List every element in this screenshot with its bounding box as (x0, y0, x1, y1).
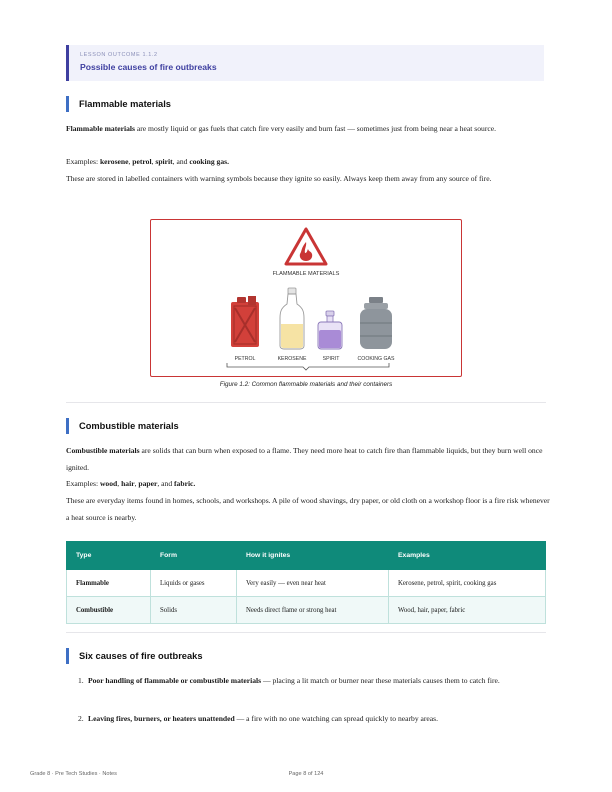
column-header-ignites: How it ignites (237, 542, 389, 570)
example-item: cooking gas. (189, 157, 230, 166)
example-item: hair (121, 479, 135, 488)
table-row (67, 597, 546, 624)
table-cell: Liquids or gases (151, 570, 237, 597)
lesson-outcome-title: Possible causes of fire outbreaks (80, 62, 217, 72)
footer-page-number: Page 8 of 124 (288, 771, 324, 777)
combustible-term: Combustible materials (66, 446, 140, 455)
flammable-examples (66, 154, 552, 171)
column-header-form: Form (151, 542, 237, 570)
table-cell: Combustible (67, 597, 151, 624)
separator: , and (157, 479, 175, 488)
list-item-number: 1. (78, 676, 84, 685)
table-cell: Flammable (67, 570, 151, 597)
flammable-term: Flammable materials (66, 124, 135, 133)
table-cell: Kerosene, petrol, spirit, cooking gas (389, 570, 546, 597)
section-divider (66, 402, 546, 403)
example-item: fabric. (174, 479, 196, 488)
materials-comparison-table (66, 541, 546, 624)
table-cell: Needs direct flame or strong heat (237, 597, 389, 624)
kerosene-label: KEROSENE (277, 356, 307, 362)
lesson-outcome-box (66, 45, 544, 81)
separator: , (128, 157, 133, 166)
separator: , (134, 479, 139, 488)
table-header-row (67, 542, 546, 570)
cooking-gas-label: COOKING GAS (357, 356, 395, 362)
flammable-sign-label: FLAMMABLE MATERIALS (272, 271, 340, 277)
section-divider (66, 632, 546, 633)
causes-heading: Six causes of fire outbreaks (66, 648, 203, 664)
separator: , (117, 479, 122, 488)
list-item-title: Leaving fires, burners, or heaters unattended (88, 714, 235, 723)
flammable-illustration (151, 220, 461, 376)
example-item: wood (99, 479, 118, 488)
flammable-warning-icon (286, 229, 326, 264)
lesson-outcome-tag: LESSON OUTCOME 1.1.2 (80, 52, 158, 58)
flammable-definition-text: are mostly liquid or gas fuels that catch fire very easily and burn fast — sometimes just from being near a heat source. (134, 124, 496, 133)
combustible-definition (66, 443, 552, 476)
flammable-figure (150, 219, 462, 377)
example-item: petrol (132, 157, 152, 166)
flammable-heading: Flammable materials (66, 96, 171, 112)
examples-label: Examples: (66, 157, 100, 166)
kerosene-bottle-icon (280, 288, 304, 349)
spirit-label: SPIRIT (322, 356, 340, 362)
examples-label: Examples: (66, 479, 100, 488)
list-item (78, 711, 518, 728)
table-cell: Solids (151, 597, 237, 624)
flammable-storage-note: These are stored in labelled containers with warning symbols because they ignite so easily. Always keep them away from any source of fire. (66, 174, 492, 183)
list-item-text: — placing a lit match or burner near these materials causes them to catch fire. (261, 676, 500, 685)
combustible-examples (66, 476, 552, 493)
column-header-type: Type (67, 542, 151, 570)
table-cell: Very easily — even near heat (237, 570, 389, 597)
list-item-title: Poor handling of flammable or combustible materials (88, 676, 262, 685)
footer-course: Grade 8 · Pre Tech Studies · Notes (30, 771, 117, 777)
separator: , (151, 157, 156, 166)
column-header-examples: Examples (389, 542, 546, 570)
example-item: spirit (155, 157, 173, 166)
list-item (78, 673, 518, 690)
example-item: kerosene (99, 157, 129, 166)
list-item-text: — a fire with no one watching can spread quickly to nearby areas. (234, 714, 439, 723)
petrol-can-icon (231, 296, 259, 347)
combustible-heading: Combustible materials (66, 418, 179, 434)
table-row (67, 570, 546, 597)
flammable-definition (66, 121, 552, 138)
combustible-risk-note: These are everyday items found in homes, schools, and workshops. A pile of wood shavings, dry paper, or old cloth on a workshop floor is a fire risk whenever a heat source is nearby. (66, 496, 550, 522)
spirit-bottle-icon (318, 311, 342, 349)
example-item: paper (138, 479, 158, 488)
separator: , and (172, 157, 190, 166)
list-item-number: 2. (78, 714, 84, 723)
group-brace (227, 363, 389, 370)
combustible-definition-text: are solids that can burn when exposed to a flame. They need more heat to catch fire than flammable liquids, but they burn well once ignited. (66, 446, 543, 472)
petrol-label: PETROL (234, 356, 256, 362)
gas-cylinder-icon (360, 297, 392, 349)
table-cell: Wood, hair, paper, fabric (389, 597, 546, 624)
figure-caption: Figure 1.2: Common flammable materials and their containers (219, 381, 393, 388)
